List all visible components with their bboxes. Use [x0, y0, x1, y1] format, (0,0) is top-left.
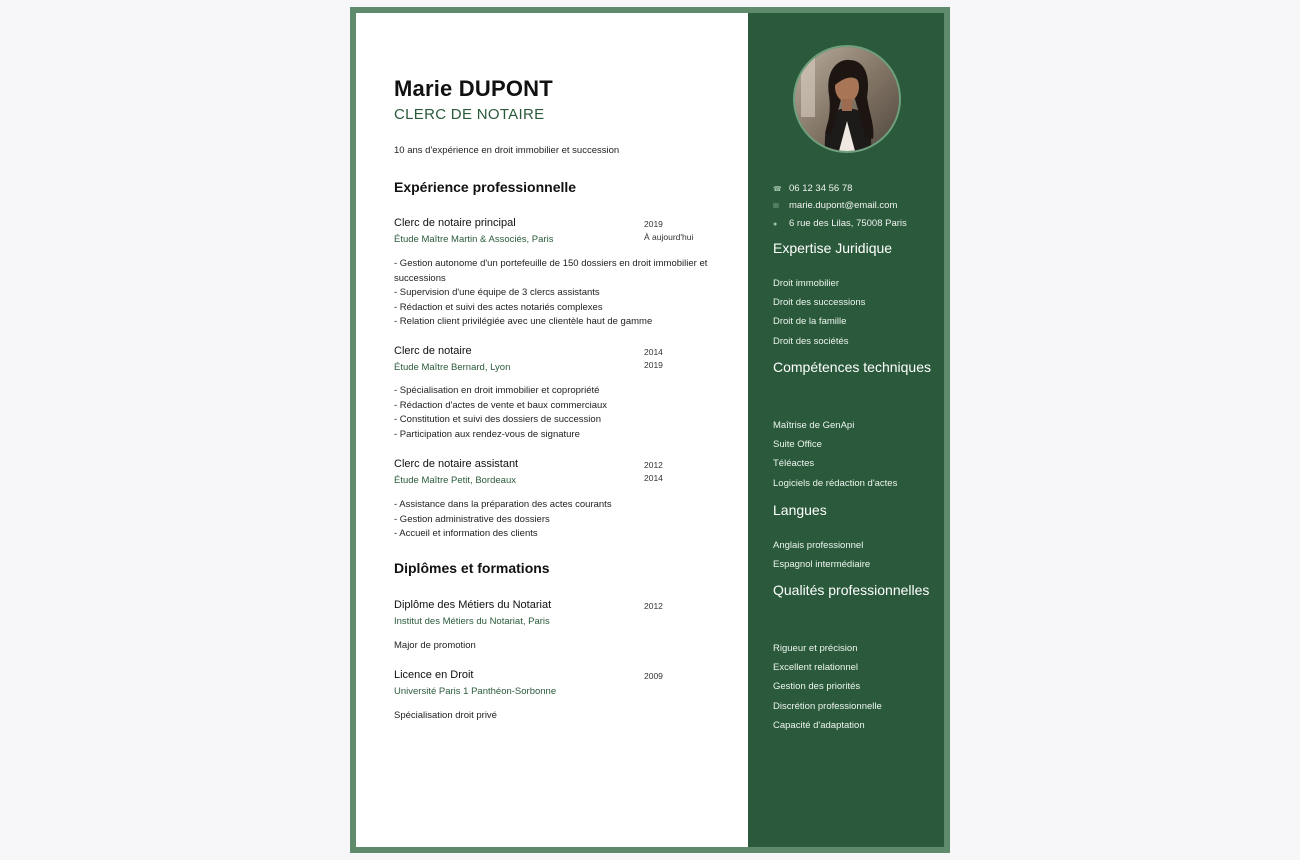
- bullet-item: - Supervision d'une équipe de 3 clercs assistants: [394, 287, 600, 298]
- location-pin-icon: ●: [773, 221, 778, 228]
- bullet-item: - Accueil et information des clients: [394, 528, 538, 539]
- job-company: Étude Maître Petit, Bordeaux: [394, 475, 516, 486]
- bullet-item: - Gestion administrative des dossiers: [394, 513, 550, 525]
- skill-item: Téléactes: [773, 458, 815, 469]
- diploma-detail: Spécialisation droit privé: [394, 710, 497, 721]
- sidebar-heading-expertise: Expertise Juridique: [773, 240, 893, 256]
- job-company: Étude Maître Martin & Associés, Paris: [394, 234, 554, 245]
- email-text: marie.dupont@email.com: [789, 200, 898, 211]
- bullet-item: - Spécialisation en droit immobilier et copropriété: [394, 385, 600, 396]
- bullet-item: - Rédaction d'actes de vente et baux commerciaux: [394, 399, 608, 411]
- person-name: Marie DUPONT: [394, 76, 553, 101]
- sidebar-heading-qualities: Qualités professionnelles: [773, 582, 930, 598]
- job-title: Clerc de notaire assistant: [394, 458, 519, 470]
- bullet-item: - Assistance dans la préparation des actes courants: [394, 499, 612, 510]
- bullet-item: - Rédaction et suivi des actes notariés complexes: [394, 301, 603, 313]
- bullet-item: - Constitution et suivi des dossiers de succession: [394, 414, 601, 425]
- main-column: [356, 13, 748, 847]
- job-date-end: 2019: [644, 360, 663, 370]
- job-dates: [644, 346, 663, 372]
- expertise-item: Droit des sociétés: [773, 336, 849, 347]
- job-bullets: [394, 498, 719, 542]
- quality-item: Rigueur et précision: [773, 643, 858, 654]
- diploma-date: 2009: [644, 671, 663, 681]
- portrait-image: [795, 47, 899, 151]
- quality-item: Discrétion professionnelle: [773, 701, 882, 712]
- job-title: Clerc de notaire principal: [394, 217, 516, 229]
- phone-text: 06 12 34 56 78: [789, 183, 853, 194]
- profile-summary: 10 ans d'expérience en droit immobilier et succession: [394, 145, 620, 156]
- person-role: CLERC DE NOTAIRE: [394, 106, 545, 123]
- expertise-item: Droit immobilier: [773, 278, 839, 289]
- diploma-school: Institut des Métiers du Notariat, Paris: [394, 616, 550, 627]
- skill-item: Logiciels de rédaction d'actes: [773, 478, 898, 489]
- address-text: 6 rue des Lilas, 75008 Paris: [789, 218, 907, 229]
- job-bullets: [394, 257, 719, 330]
- quality-item: Capacité d'adaptation: [773, 720, 865, 731]
- job-date-start: 2012: [644, 460, 663, 470]
- sidebar-heading-skills: Compétences techniques: [773, 359, 931, 375]
- diploma-title: Licence en Droit: [394, 669, 474, 681]
- resume-document: [350, 7, 950, 853]
- email-icon: ✉: [773, 203, 779, 210]
- diploma-date: 2012: [644, 601, 663, 611]
- quality-item: Excellent relationnel: [773, 662, 859, 673]
- bullet-item: - Gestion autonome d'un portefeuille de 150 dossiers en droit immobilier et successions: [394, 258, 708, 284]
- job-date-start: 2014: [644, 347, 663, 357]
- contact-email: [773, 200, 897, 211]
- phone-icon: ☎: [773, 186, 782, 193]
- expertise-item: Droit des successions: [773, 297, 866, 308]
- bullet-item: - Participation aux rendez-vous de signature: [394, 428, 580, 440]
- contact-address: [773, 218, 907, 229]
- job-dates: [644, 459, 663, 485]
- section-title-education: Diplômes et formations: [394, 560, 550, 576]
- contact-phone: [773, 183, 852, 194]
- sidebar-heading-languages: Langues: [773, 502, 827, 518]
- job-date-end: 2014: [644, 473, 663, 483]
- job-title: Clerc de notaire: [394, 345, 472, 357]
- diploma-school: Université Paris 1 Panthéon-Sorbonne: [394, 686, 557, 697]
- quality-item: Gestion des priorités: [773, 681, 861, 692]
- job-bullets: [394, 384, 719, 442]
- job-dates: [644, 218, 693, 244]
- job-company: Étude Maître Bernard, Lyon: [394, 362, 511, 373]
- skill-item: Suite Office: [773, 439, 822, 450]
- language-item: Anglais professionnel: [773, 540, 864, 551]
- expertise-item: Droit de la famille: [773, 316, 847, 327]
- bullet-item: - Relation client privilégiée avec une clientèle haut de gamme: [394, 316, 653, 327]
- sidebar: [748, 13, 944, 847]
- diploma-detail: Major de promotion: [394, 640, 476, 651]
- skill-item: Maîtrise de GenApi: [773, 420, 855, 431]
- profile-photo: [793, 45, 901, 153]
- language-item: Espagnol intermédiaire: [773, 559, 871, 570]
- job-date-start: 2019: [644, 219, 663, 229]
- section-title-experience: Expérience professionnelle: [394, 179, 577, 195]
- diploma-title: Diplôme des Métiers du Notariat: [394, 599, 552, 611]
- job-date-end: À aujourd'hui: [644, 232, 694, 242]
